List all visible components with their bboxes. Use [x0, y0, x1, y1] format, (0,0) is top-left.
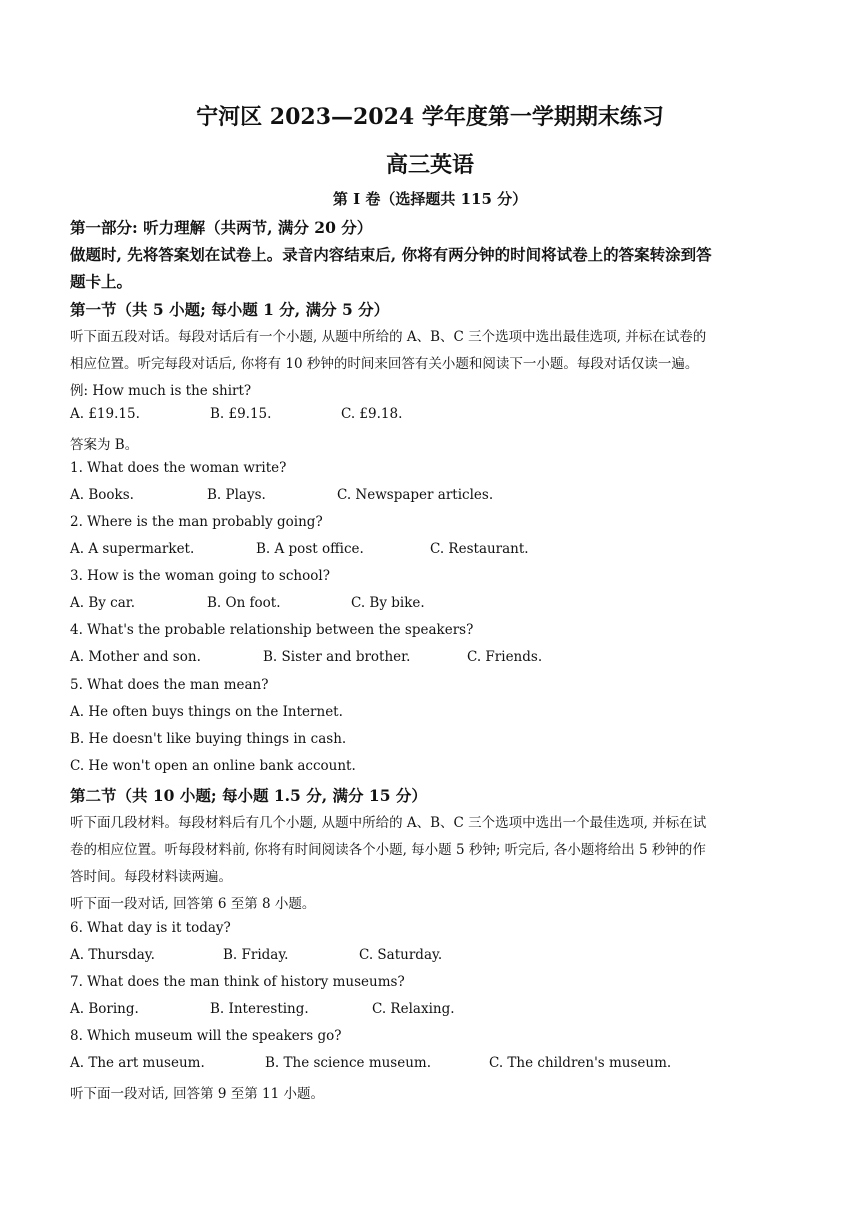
q7-option-a: A. Boring. — [70, 1001, 139, 1017]
q6-option-b: B. Friday. — [223, 947, 289, 963]
example-option-a: A. £19.15. — [70, 406, 140, 422]
part1-instruction-line1: 做题时, 先将答案划在试卷上。录音内容结束后, 你将有两分钟的时间将试卷上的答案转涂到答 — [70, 245, 712, 264]
section2-directions-line1: 听下面几段材料。每段材料后有几个小题, 从题中所给的 A、B、C 三个选项中选出一个最佳选项, 并标在试 — [70, 815, 707, 831]
q2-option-b: B. A post office. — [256, 541, 364, 557]
section1-directions-line2: 相应位置。听完每段对话后, 你将有 10 秒钟的时间来回答有关小题和阅读下一小题。每段对话仅读一遍。 — [70, 356, 699, 372]
q3-option-b: B. On foot. — [207, 595, 281, 611]
question-5: 5. What does the man mean? — [70, 677, 269, 693]
question-2: 2. Where is the man probably going? — [70, 514, 323, 530]
exam-title: 宁河区 2023—2024 学年度第一学期期末练习 — [196, 104, 664, 130]
q5-option-b: B. He doesn't like buying things in cash. — [70, 731, 347, 747]
question-1: 1. What does the woman write? — [70, 460, 287, 476]
q8-option-c: C. The children's museum. — [489, 1055, 672, 1071]
question-6: 6. What day is it today? — [70, 920, 231, 936]
question-7: 7. What does the man think of history museums? — [70, 974, 405, 990]
q8-option-a: A. The art museum. — [70, 1055, 205, 1071]
example-option-c: C. £9.18. — [341, 406, 403, 422]
section2-directions-line2: 卷的相应位置。听每段材料前, 你将有时间阅读各个小题, 每小题 5 秒钟; 听完后, 各小题将给出 5 秒钟的作 — [70, 842, 706, 858]
part1-instruction-line2: 题卡上。 — [70, 272, 133, 291]
q7-option-b: B. Interesting. — [210, 1001, 309, 1017]
group2-intro: 听下面一段对话, 回答第 9 至第 11 小题。 — [70, 1086, 325, 1102]
q1-option-a: A. Books. — [70, 487, 134, 503]
part1-heading: 第一部分: 听力理解（共两节, 满分 20 分） — [70, 218, 373, 237]
section1-directions-line1: 听下面五段对话。每段对话后有一个小题, 从题中所给的 A、B、C 三个选项中选出最佳选项, 并标在试卷的 — [70, 329, 707, 345]
question-8: 8. Which museum will the speakers go? — [70, 1028, 342, 1044]
q6-option-a: A. Thursday. — [70, 947, 155, 963]
section2-heading: 第二节（共 10 小题; 每小题 1.5 分, 满分 15 分） — [70, 786, 427, 805]
q3-option-a: A. By car. — [70, 595, 136, 611]
question-3: 3. How is the woman going to school? — [70, 568, 330, 584]
subject-title: 高三英语 — [385, 152, 474, 178]
q2-option-a: A. A supermarket. — [70, 541, 195, 557]
volume-title: 第 I 卷（选择题共 115 分） — [332, 190, 528, 208]
q1-option-c: C. Newspaper articles. — [337, 487, 494, 503]
section1-heading: 第一节（共 5 小题; 每小题 1 分, 满分 5 分） — [70, 300, 390, 319]
section2-directions-line3: 答时间。每段材料读两遍。 — [70, 869, 232, 885]
group1-intro: 听下面一段对话, 回答第 6 至第 8 小题。 — [70, 896, 316, 912]
q3-option-c: C. By bike. — [351, 595, 425, 611]
example-option-b: B. £9.15. — [210, 406, 272, 422]
q6-option-c: C. Saturday. — [359, 947, 443, 963]
question-4: 4. What's the probable relationship between the speakers? — [70, 622, 474, 638]
q2-option-c: C. Restaurant. — [430, 541, 529, 557]
example-question: 例: How much is the shirt? — [70, 383, 252, 399]
q4-option-b: B. Sister and brother. — [263, 649, 411, 665]
q5-option-a: A. He often buys things on the Internet. — [70, 704, 343, 720]
q8-option-b: B. The science museum. — [265, 1055, 432, 1071]
q4-option-c: C. Friends. — [467, 649, 543, 665]
example-answer: 答案为 B。 — [70, 437, 139, 453]
q4-option-a: A. Mother and son. — [70, 649, 201, 665]
q5-option-c: C. He won't open an online bank account. — [70, 758, 356, 774]
q7-option-c: C. Relaxing. — [372, 1001, 455, 1017]
q1-option-b: B. Plays. — [207, 487, 266, 503]
